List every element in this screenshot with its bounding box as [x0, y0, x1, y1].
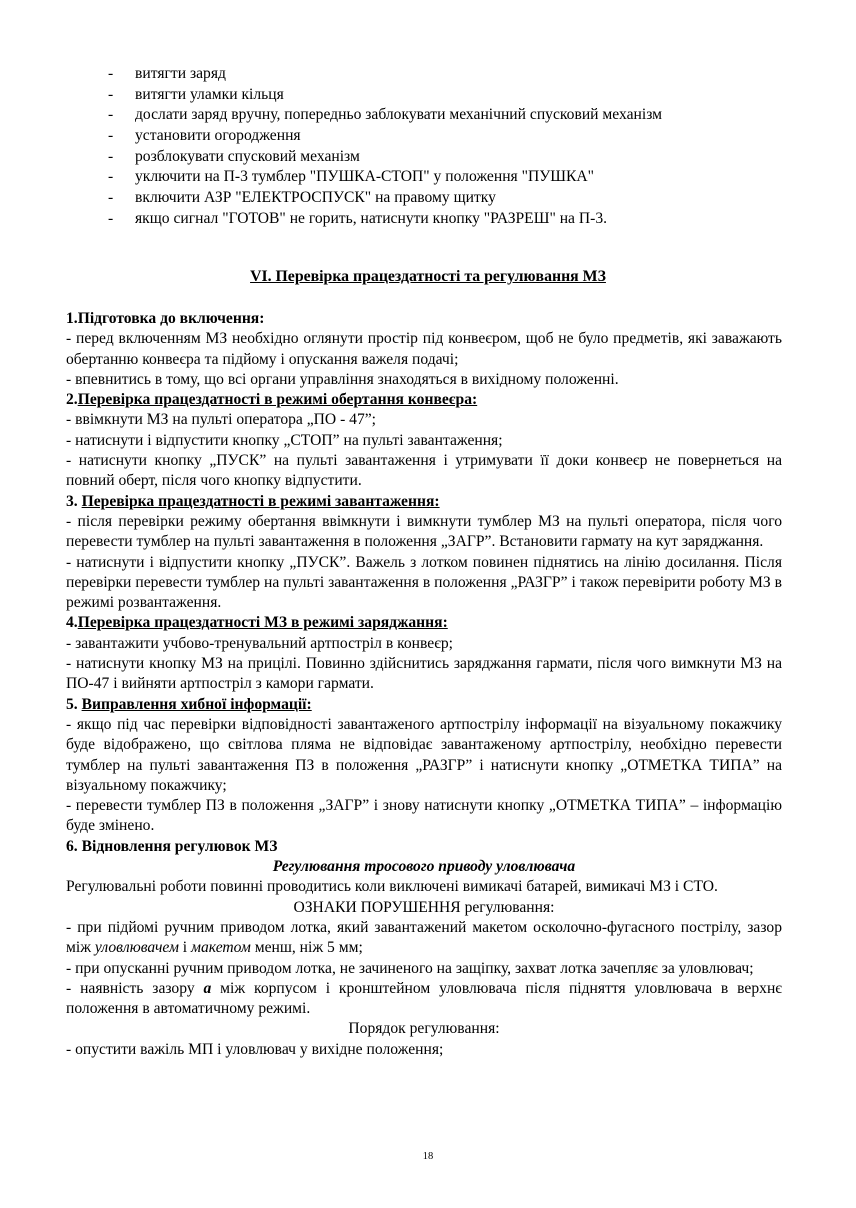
signs-title: ОЗНАКИ ПОРУШЕННЯ регулювання:: [293, 898, 555, 916]
paragraph: - наявність зазору а між корпусом і кронштейном уловлювача після підняття уловлювача в верхнє положення в автоматичному режимі.: [66, 979, 782, 1018]
subsection-heading-3: 3. Перевірка працездатності в режимі завантаження:: [66, 492, 440, 510]
paragraph: Регулювальні роботи повинні проводитись коли виключені вимикачі батарей, вимикачі МЗ і СТО.: [66, 878, 718, 896]
list-item: - включити АЗР "ЕЛЕКТРОСПУСК" на правому щитку: [108, 189, 496, 207]
paragraph: - ввімкнути МЗ на пульті оператора „ПО - 47”;: [66, 411, 377, 429]
paragraph: - після перевірки режиму обертання ввімкнути і вимкнути тумблер МЗ на пульті оператора, після чого перевести тумблер на пульті завантаження в положення „ЗАГР”. Встановити гармату на кут заряджання.: [66, 512, 782, 551]
subsection-heading-4: 4.Перевірка працездатності МЗ в режимі заряджання:: [66, 614, 448, 632]
list-item: - якщо сигнал "ГОТОВ" не горить, натиснути кнопку "РАЗРЕШ" на П-3.: [108, 209, 608, 227]
paragraph: - натиснути і відпустити кнопку „ПУСК”. Важель з лотком повинен піднятись на лінію досилання. Після перевірки перевести тумблер на пульті завантаження в положення „РАЗГР” і також перевірити роботу МЗ в режимі розвантаження.: [66, 553, 782, 612]
page-number: 18: [422, 1151, 434, 1162]
list-item: - витягти уламки кільця: [108, 85, 284, 103]
paragraph: - впевнитись в тому, що всі органи управління знаходяться в вихідному положенні.: [66, 370, 619, 388]
subsection-heading-2: 2.Перевірка працездатності в режимі обертання конвеєра:: [66, 391, 478, 409]
subsection-heading-1: 1.Підготовка до включення:: [66, 310, 265, 327]
paragraph: - перед включенням МЗ необхідно оглянути простір під конвеєром, щоб не було предметів, які заважають обертанню конвеєра та підйому і опускання важеля подачі;: [66, 330, 782, 368]
section-title: VI. Перевірка працездатності та регулювання МЗ: [250, 268, 606, 285]
list-item: - витягти заряд: [108, 65, 226, 82]
paragraph: - опустити важіль МП і уловлювач у вихідне положення;: [66, 1040, 444, 1058]
paragraph: - натиснути кнопку „ПУСК” на пульті завантаження і утримувати її доки конвеєр не повернеться на повний оберт, після чого кнопку відпустити.: [66, 452, 782, 490]
paragraph: - при підйомі ручним приводом лотка, який завантажений макетом осколочно-фугасного пострілу, зазор між уловлювачем і макетом менш, ніж 5 мм;: [66, 918, 782, 957]
paragraph: - перевести тумблер ПЗ в положення „ЗАГР” і знову натиснути кнопку „ОТМЕТКА ТИПА” – інформацію буде змінено.: [66, 797, 782, 835]
subsection-heading-5: 5. Виправлення хибної інформації:: [66, 695, 312, 713]
list-item: - уключити на П-3 тумблер "ПУШКА-СТОП" у положення "ПУШКА": [108, 168, 595, 186]
order-title: Порядок регулювання:: [348, 1020, 500, 1038]
list-item: - установити огородження: [108, 127, 301, 145]
subsection-subheading: Регулювання тросового приводу уловлювача: [272, 858, 576, 876]
instruction-list: [108, 64, 828, 230]
paragraph: - завантажити учбово-тренувальний артпостріл в конвеєр;: [66, 634, 454, 652]
paragraph: - при опусканні ручним приводом лотка, не зачиненого на защіпку, захват лотка зачепляє за уловлювач;: [66, 959, 754, 977]
list-item: - дослати заряд вручну, попередньо заблокувати механічний спусковий механізм: [108, 106, 662, 124]
paragraph: - якщо під час перевірки відповідності завантаженого артпострілу інформації на візуальному покажчику буде відображено, що світлова пляма не відповідає завантаженому артпострілу, необхідно перевести тумблер на пульті завантаження ПЗ в положення „РАЗГР” і натиснути кнопку „ОТМЕТКА ТИПА” на візуальному покажчику;: [66, 715, 782, 794]
paragraph: - натиснути кнопку МЗ на прицілі. Повинно здійснитись заряджання гармати, після чого вимкнути МЗ на ПО-47 і вийняти артпостріл з камори гармати.: [66, 655, 782, 693]
list-item: - розблокувати спусковий механізм: [108, 147, 360, 165]
subsection-heading-6: 6. Відновлення регулювок МЗ: [66, 837, 278, 855]
paragraph: - натиснути і відпустити кнопку „СТОП” на пульті завантаження;: [66, 431, 503, 449]
section-body: [66, 309, 782, 1060]
